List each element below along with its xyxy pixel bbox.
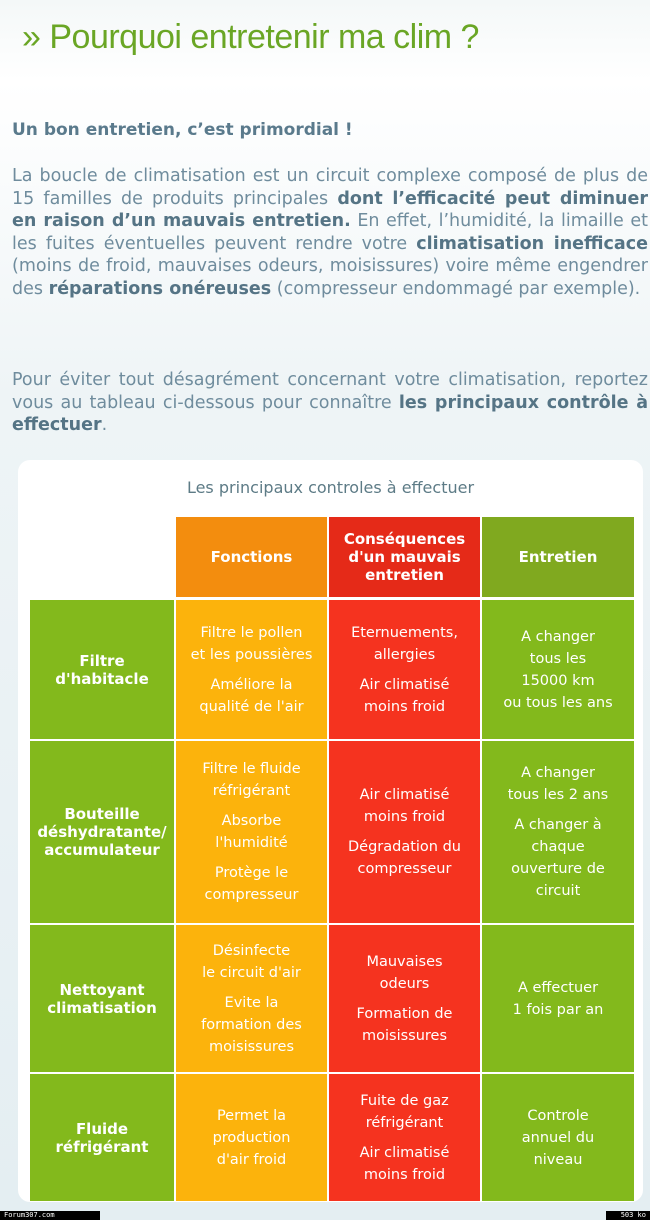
cell-text: Filtre le pollen xyxy=(200,624,303,641)
emphasis-text: les principaux contrôle à effectuer xyxy=(12,392,649,435)
entretien-cell xyxy=(482,1074,634,1201)
fonctions-cell xyxy=(176,741,327,923)
cell-text: d'air froid xyxy=(216,1151,287,1168)
cell-text: circuit xyxy=(535,883,581,899)
body-text: Pour éviter tout désagrément concernant votre climatisation, reportez vous au tableau ci-dessous pour connaître xyxy=(12,370,648,413)
cell-text: compresseur xyxy=(204,887,299,903)
cell-text: Filtre xyxy=(79,651,125,670)
cell-text: compresseur xyxy=(357,861,452,877)
header-fonctions xyxy=(176,517,327,597)
fonctions-cell xyxy=(176,925,327,1072)
cell-text: et les poussières xyxy=(190,646,313,663)
cell-text: Fuite de gaz xyxy=(360,1092,449,1109)
consequences-cell xyxy=(329,741,480,923)
cell-text: Fluide xyxy=(75,1119,129,1138)
cell-text: moins froid xyxy=(363,809,446,825)
cell-text: A changer xyxy=(521,765,595,781)
cell-text: A effectuer xyxy=(517,979,599,996)
cell-text: Formation de xyxy=(356,1005,453,1022)
intro-paragraph xyxy=(12,165,648,300)
cell-text: Désinfecte xyxy=(212,942,291,959)
row-label xyxy=(30,1074,174,1201)
cell-text: climatisation xyxy=(47,998,157,1017)
row-label xyxy=(30,600,174,739)
cell-text: A changer xyxy=(521,628,595,645)
body-text: . xyxy=(101,415,108,435)
table-title: Les principaux controles à effectuer xyxy=(186,478,475,497)
cell-text: d'un mauvais xyxy=(348,548,461,566)
cell-text: formation des xyxy=(201,1016,302,1033)
entretien-cell xyxy=(482,741,634,923)
cell-text: Controle xyxy=(527,1107,589,1124)
emphasis-text: dont l’efficacité peut diminuer en raison d’un mauvais entretien. xyxy=(12,188,649,231)
cell-text: Nettoyant xyxy=(59,980,145,999)
cell-text: moins froid xyxy=(363,1166,446,1183)
emphasis-text: climatisation inefficace xyxy=(416,233,648,254)
body-text: La boucle de climatisation est un circuit complexe composé de plus de 15 familles de produits principales xyxy=(12,166,648,209)
cell-text: moisissures xyxy=(208,1038,295,1055)
cell-text: production xyxy=(212,1129,291,1146)
emphasis-text: réparations onéreuses xyxy=(48,278,272,299)
cell-text: Filtre le fluide xyxy=(202,761,301,777)
cell-text: accumulateur xyxy=(44,841,160,859)
cell-text: Fonctions xyxy=(210,548,293,566)
cell-text: odeurs xyxy=(379,975,430,992)
body-text: (compresseur endommagé par exemple). xyxy=(271,278,641,299)
footer-size: 503 ko xyxy=(606,1211,650,1220)
entretien-cell xyxy=(482,600,634,739)
consequences-cell xyxy=(329,1074,480,1201)
cell-text: ou tous les ans xyxy=(503,694,613,711)
cell-text: Dégradation du xyxy=(347,839,461,855)
cell-text: moisissures xyxy=(361,1027,448,1044)
cell-text: Air climatisé xyxy=(359,787,450,803)
cell-text: niveau xyxy=(533,1151,583,1168)
fonctions-cell xyxy=(176,1074,327,1201)
cell-text: déshydratante/ xyxy=(37,823,167,841)
cell-text: Bouteille xyxy=(64,805,140,823)
cell-text: tous les xyxy=(529,650,587,667)
cell-text: le circuit d'air xyxy=(202,964,301,981)
cell-text: entretien xyxy=(365,566,444,584)
cell-text: Entretien xyxy=(518,548,598,566)
cell-text: d'habitacle xyxy=(55,669,149,688)
consequences-cell xyxy=(329,925,480,1072)
row-label xyxy=(30,925,174,1072)
cell-text: annuel du xyxy=(521,1129,595,1146)
row-label xyxy=(30,741,174,923)
cell-text: chaque xyxy=(531,839,585,855)
section-subtitle: Un bon entretien, c’est primordial ! xyxy=(12,120,353,140)
cell-text: qualité de l'air xyxy=(199,698,304,715)
cell-text: réfrigérant xyxy=(55,1137,149,1156)
fonctions-cell xyxy=(176,600,327,739)
cell-text: Air climatisé xyxy=(359,676,450,693)
cell-text: Permet la xyxy=(216,1107,287,1124)
cell-text: réfrigérant xyxy=(212,783,291,799)
cell-text: tous les 2 ans xyxy=(507,787,609,803)
advice-paragraph xyxy=(12,369,648,437)
header-consequences xyxy=(329,517,480,597)
cell-text: Protège le xyxy=(214,865,289,881)
body-text: En effet, l’humidité, la limaille et les fuites éventuelles peuvent rendre votre xyxy=(12,211,648,254)
header-entretien xyxy=(482,517,634,597)
cell-text: réfrigérant xyxy=(365,1114,444,1131)
cell-text: ouverture de xyxy=(511,861,605,877)
cell-text: Mauvaises xyxy=(366,953,443,970)
cell-text: A changer à xyxy=(514,817,602,833)
cell-text: 15000 km xyxy=(521,672,595,689)
footer-source: Forum307.com xyxy=(0,1211,100,1220)
cell-text: allergies xyxy=(373,646,436,663)
cell-text: moins froid xyxy=(363,698,446,715)
entretien-cell xyxy=(482,925,634,1072)
cell-text: Conséquences xyxy=(343,530,466,548)
consequences-cell xyxy=(329,600,480,739)
cell-text: Evite la xyxy=(224,994,279,1011)
cell-text: Eternuements, xyxy=(351,624,458,641)
cell-text: Améliore la xyxy=(210,676,293,693)
cell-text: l'humidité xyxy=(215,835,288,851)
maintenance-table xyxy=(18,460,643,1202)
body-text: (moins de froid, mauvaises odeurs, moisissures) voire même engendrer des xyxy=(12,256,648,299)
cell-text: 1 fois par an xyxy=(512,1001,604,1018)
cell-text: Absorbe xyxy=(221,813,282,829)
cell-text: Air climatisé xyxy=(359,1144,450,1161)
page-title: » Pourquoi entretenir ma clim ? xyxy=(22,18,479,56)
